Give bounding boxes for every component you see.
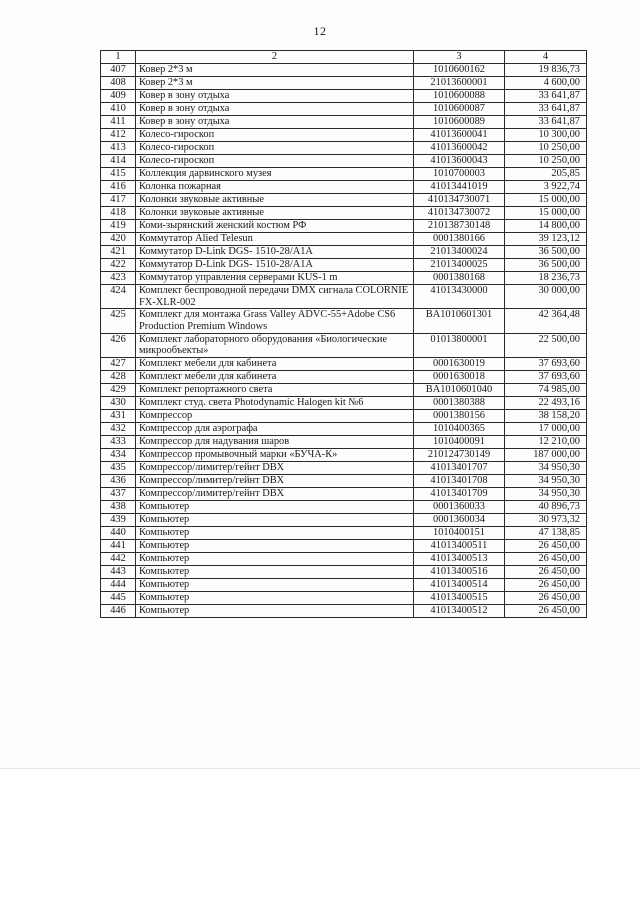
- header-col-1: 1: [101, 51, 136, 64]
- amount-cell: 10 300,00: [505, 129, 587, 142]
- inventory-code-cell: 1010600089: [414, 116, 505, 129]
- inventory-code-cell: 41013600041: [414, 129, 505, 142]
- item-name-cell: Компьютер: [136, 578, 414, 591]
- inventory-code-cell: 21013600001: [414, 77, 505, 90]
- header-row: [101, 51, 587, 64]
- item-name-cell: Компьютер: [136, 604, 414, 617]
- amount-cell: 15 000,00: [505, 194, 587, 207]
- amount-cell: 14 800,00: [505, 220, 587, 233]
- inventory-code-cell: 41013441019: [414, 181, 505, 194]
- row-number-cell: 425: [101, 309, 136, 333]
- table-header: [101, 51, 587, 64]
- inventory-code-cell: 41013400511: [414, 539, 505, 552]
- inventory-code-cell: 41013401708: [414, 474, 505, 487]
- row-number-cell: 418: [101, 207, 136, 220]
- item-name-cell: Коммутатор Alied Telesun: [136, 233, 414, 246]
- amount-cell: 26 450,00: [505, 591, 587, 604]
- row-number-cell: 417: [101, 194, 136, 207]
- table-row: [101, 383, 587, 396]
- item-name-cell: Комплект лабораторного оборудования «Биологические микрообъекты»: [136, 333, 414, 357]
- table-row: [101, 285, 587, 309]
- amount-cell: 34 950,30: [505, 461, 587, 474]
- row-number-cell: 424: [101, 285, 136, 309]
- inventory-code-cell: 0001630019: [414, 357, 505, 370]
- table-row: [101, 309, 587, 333]
- row-number-cell: 416: [101, 181, 136, 194]
- item-name-cell: Компрессор промывочный марки «БУЧА-К»: [136, 448, 414, 461]
- amount-cell: 36 500,00: [505, 246, 587, 259]
- row-number-cell: 411: [101, 116, 136, 129]
- row-number-cell: 412: [101, 129, 136, 142]
- amount-cell: 33 641,87: [505, 103, 587, 116]
- amount-cell: 37 693,60: [505, 357, 587, 370]
- item-name-cell: Компрессор для надувания шаров: [136, 435, 414, 448]
- row-number-cell: 429: [101, 383, 136, 396]
- table-row: [101, 272, 587, 285]
- item-name-cell: Коми-зырянский женский костюм РФ: [136, 220, 414, 233]
- amount-cell: 12 210,00: [505, 435, 587, 448]
- inventory-code-cell: 1010400151: [414, 526, 505, 539]
- row-number-cell: 432: [101, 422, 136, 435]
- inventory-code-cell: 1010600088: [414, 90, 505, 103]
- inventory-code-cell: 41013400514: [414, 578, 505, 591]
- item-name-cell: Ковер 2*3 м: [136, 77, 414, 90]
- inventory-code-cell: 1010400091: [414, 435, 505, 448]
- amount-cell: 42 364,48: [505, 309, 587, 333]
- table-row: [101, 207, 587, 220]
- row-number-cell: 440: [101, 526, 136, 539]
- amount-cell: 34 950,30: [505, 487, 587, 500]
- table-row: [101, 422, 587, 435]
- item-name-cell: Коммутатор управления серверами KUS-1 m: [136, 272, 414, 285]
- item-name-cell: Компьютер: [136, 526, 414, 539]
- inventory-code-cell: 0001380156: [414, 409, 505, 422]
- row-number-cell: 433: [101, 435, 136, 448]
- inventory-code-cell: BA1010601040: [414, 383, 505, 396]
- item-name-cell: Колесо-гироскоп: [136, 155, 414, 168]
- table-row: [101, 539, 587, 552]
- table-row: [101, 246, 587, 259]
- inventory-code-cell: 1010400365: [414, 422, 505, 435]
- item-name-cell: Коммутатор D-Link DGS- 1510-28/A1A: [136, 259, 414, 272]
- row-number-cell: 439: [101, 513, 136, 526]
- table-row: [101, 333, 587, 357]
- item-name-cell: Компьютер: [136, 552, 414, 565]
- inventory-code-cell: 41013600042: [414, 142, 505, 155]
- amount-cell: 33 641,87: [505, 90, 587, 103]
- inventory-table: [100, 50, 587, 618]
- inventory-code-cell: 0001630018: [414, 370, 505, 383]
- table-row: [101, 604, 587, 617]
- inventory-code-cell: 21013400025: [414, 259, 505, 272]
- inventory-code-cell: 0001360034: [414, 513, 505, 526]
- table-row: [101, 448, 587, 461]
- row-number-cell: 435: [101, 461, 136, 474]
- row-number-cell: 413: [101, 142, 136, 155]
- row-number-cell: 434: [101, 448, 136, 461]
- item-name-cell: Компрессор/лимитер/гейнт DBX: [136, 461, 414, 474]
- item-name-cell: Компьютер: [136, 565, 414, 578]
- row-number-cell: 444: [101, 578, 136, 591]
- row-number-cell: 427: [101, 357, 136, 370]
- inventory-code-cell: 0001360033: [414, 500, 505, 513]
- amount-cell: 10 250,00: [505, 155, 587, 168]
- amount-cell: 205,85: [505, 168, 587, 181]
- inventory-code-cell: 0001380168: [414, 272, 505, 285]
- row-number-cell: 415: [101, 168, 136, 181]
- table-row: [101, 181, 587, 194]
- item-name-cell: Комплект мебели для кабинета: [136, 357, 414, 370]
- item-name-cell: Компьютер: [136, 513, 414, 526]
- item-name-cell: Компрессор: [136, 409, 414, 422]
- amount-cell: 47 138,85: [505, 526, 587, 539]
- amount-cell: 10 250,00: [505, 142, 587, 155]
- header-col-2: 2: [136, 51, 414, 64]
- table-row: [101, 461, 587, 474]
- table-row: [101, 435, 587, 448]
- amount-cell: 19 836,73: [505, 64, 587, 77]
- page-number: 12: [313, 24, 327, 38]
- inventory-code-cell: 210138730148: [414, 220, 505, 233]
- row-number-cell: 426: [101, 333, 136, 357]
- item-name-cell: Колонки звуковые активные: [136, 194, 414, 207]
- row-number-cell: 441: [101, 539, 136, 552]
- inventory-code-cell: 21013400024: [414, 246, 505, 259]
- table-row: [101, 500, 587, 513]
- inventory-code-cell: 210124730149: [414, 448, 505, 461]
- table-row: [101, 129, 587, 142]
- row-number-cell: 442: [101, 552, 136, 565]
- amount-cell: 22 500,00: [505, 333, 587, 357]
- header-col-3: 3: [414, 51, 505, 64]
- inventory-code-cell: 0001380166: [414, 233, 505, 246]
- item-name-cell: Колесо-гироскоп: [136, 142, 414, 155]
- table-body: [101, 64, 587, 618]
- inventory-code-cell: 41013401707: [414, 461, 505, 474]
- amount-cell: 37 693,60: [505, 370, 587, 383]
- table-row: [101, 526, 587, 539]
- header-col-4: 4: [505, 51, 587, 64]
- amount-cell: 18 236,73: [505, 272, 587, 285]
- item-name-cell: Ковер в зону отдыха: [136, 90, 414, 103]
- row-number-cell: 422: [101, 259, 136, 272]
- table-row: [101, 103, 587, 116]
- amount-cell: 4 600,00: [505, 77, 587, 90]
- row-number-cell: 421: [101, 246, 136, 259]
- table-row: [101, 168, 587, 181]
- table-row: [101, 64, 587, 77]
- table-row: [101, 357, 587, 370]
- amount-cell: 34 950,30: [505, 474, 587, 487]
- table-row: [101, 142, 587, 155]
- inventory-code-cell: 41013400515: [414, 591, 505, 604]
- row-number-cell: 430: [101, 396, 136, 409]
- row-number-cell: 407: [101, 64, 136, 77]
- table-row: [101, 155, 587, 168]
- amount-cell: 26 450,00: [505, 578, 587, 591]
- table-row: [101, 233, 587, 246]
- table-row: [101, 259, 587, 272]
- table-row: [101, 474, 587, 487]
- amount-cell: 22 493,16: [505, 396, 587, 409]
- item-name-cell: Компрессор/лимитер/гейнт DBX: [136, 474, 414, 487]
- inventory-code-cell: 41013430000: [414, 285, 505, 309]
- item-name-cell: Колонка пожарная: [136, 181, 414, 194]
- item-name-cell: Ковер в зону отдыха: [136, 116, 414, 129]
- amount-cell: 187 000,00: [505, 448, 587, 461]
- item-name-cell: Комплект репортажного света: [136, 383, 414, 396]
- inventory-code-cell: 1010600162: [414, 64, 505, 77]
- item-name-cell: Компьютер: [136, 500, 414, 513]
- inventory-code-cell: 01013800001: [414, 333, 505, 357]
- row-number-cell: 446: [101, 604, 136, 617]
- inventory-code-cell: 410134730071: [414, 194, 505, 207]
- row-number-cell: 420: [101, 233, 136, 246]
- amount-cell: 33 641,87: [505, 116, 587, 129]
- row-number-cell: 419: [101, 220, 136, 233]
- item-name-cell: Колесо-гироскоп: [136, 129, 414, 142]
- row-number-cell: 431: [101, 409, 136, 422]
- inventory-code-cell: 41013400513: [414, 552, 505, 565]
- inventory-code-cell: 41013401709: [414, 487, 505, 500]
- item-name-cell: Комплект для монтажа Grass Valley ADVC-55+Adobe CS6 Production Premium Windows: [136, 309, 414, 333]
- table-row: [101, 513, 587, 526]
- item-name-cell: Ковер в зону отдыха: [136, 103, 414, 116]
- inventory-code-cell: 1010700003: [414, 168, 505, 181]
- row-number-cell: 410: [101, 103, 136, 116]
- amount-cell: 38 158,20: [505, 409, 587, 422]
- amount-cell: 26 450,00: [505, 565, 587, 578]
- row-number-cell: 408: [101, 77, 136, 90]
- amount-cell: 26 450,00: [505, 539, 587, 552]
- table-row: [101, 77, 587, 90]
- table-row: [101, 116, 587, 129]
- inventory-code-cell: 410134730072: [414, 207, 505, 220]
- table-row: [101, 194, 587, 207]
- item-name-cell: Комплект студ. света Photodynamic Halogen kit №6: [136, 396, 414, 409]
- amount-cell: 15 000,00: [505, 207, 587, 220]
- table-row: [101, 409, 587, 422]
- table-row: [101, 487, 587, 500]
- amount-cell: 26 450,00: [505, 552, 587, 565]
- table-row: [101, 396, 587, 409]
- row-number-cell: 436: [101, 474, 136, 487]
- amount-cell: 36 500,00: [505, 259, 587, 272]
- table-row: [101, 370, 587, 383]
- table-row: [101, 578, 587, 591]
- item-name-cell: Компрессор/лимитер/гейнт DBX: [136, 487, 414, 500]
- row-number-cell: 437: [101, 487, 136, 500]
- amount-cell: 30 973,32: [505, 513, 587, 526]
- inventory-code-cell: 41013400516: [414, 565, 505, 578]
- inventory-code-cell: BA1010601301: [414, 309, 505, 333]
- row-number-cell: 445: [101, 591, 136, 604]
- item-name-cell: Компьютер: [136, 591, 414, 604]
- amount-cell: 40 896,73: [505, 500, 587, 513]
- row-number-cell: 428: [101, 370, 136, 383]
- amount-cell: 3 922,74: [505, 181, 587, 194]
- inventory-code-cell: 1010600087: [414, 103, 505, 116]
- amount-cell: 39 123,12: [505, 233, 587, 246]
- inventory-code-cell: 41013400512: [414, 604, 505, 617]
- table-row: [101, 565, 587, 578]
- amount-cell: 30 000,00: [505, 285, 587, 309]
- row-number-cell: 443: [101, 565, 136, 578]
- table-row: [101, 591, 587, 604]
- table-row: [101, 220, 587, 233]
- row-number-cell: 414: [101, 155, 136, 168]
- table-row: [101, 90, 587, 103]
- amount-cell: 17 000,00: [505, 422, 587, 435]
- item-name-cell: Коммутатор D-Link DGS- 1510-28/A1A: [136, 246, 414, 259]
- inventory-code-cell: 41013600043: [414, 155, 505, 168]
- item-name-cell: Компьютер: [136, 539, 414, 552]
- amount-cell: 74 985,00: [505, 383, 587, 396]
- table-row: [101, 552, 587, 565]
- item-name-cell: Коллекция дарвинского музея: [136, 168, 414, 181]
- inventory-code-cell: 0001380388: [414, 396, 505, 409]
- row-number-cell: 423: [101, 272, 136, 285]
- amount-cell: 26 450,00: [505, 604, 587, 617]
- item-name-cell: Комплект мебели для кабинета: [136, 370, 414, 383]
- row-number-cell: 438: [101, 500, 136, 513]
- item-name-cell: Комплект беспроводной передачи DMX сигнала COLORNIE FX-XLR-002: [136, 285, 414, 309]
- item-name-cell: Компрессор для аэрографа: [136, 422, 414, 435]
- item-name-cell: Колонки звуковые активные: [136, 207, 414, 220]
- item-name-cell: Ковер 2*3 м: [136, 64, 414, 77]
- row-number-cell: 409: [101, 90, 136, 103]
